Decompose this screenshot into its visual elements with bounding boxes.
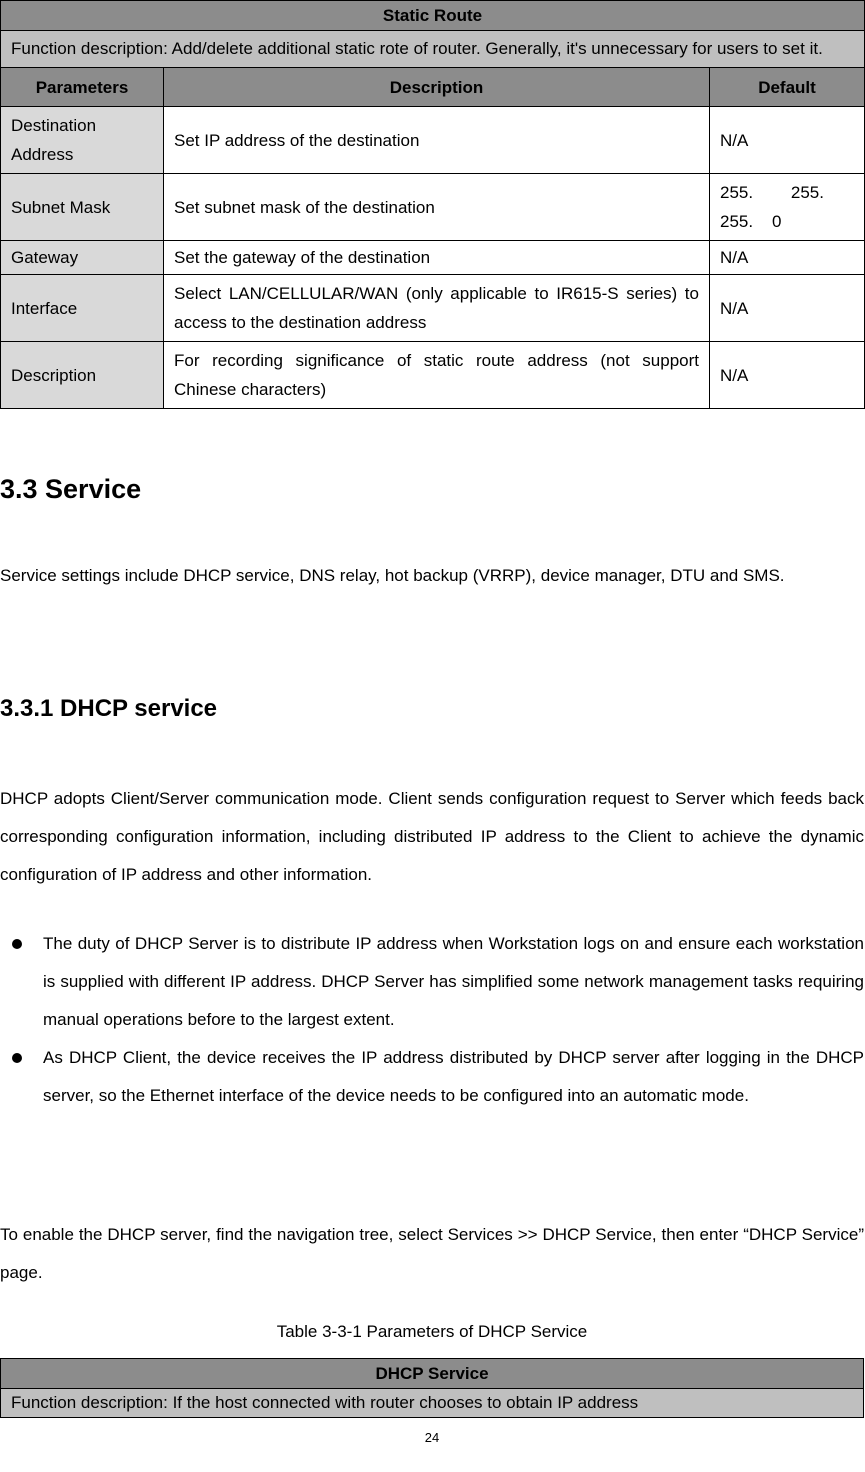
dhcp-service-table [0, 1358, 864, 1418]
bullet-text: As DHCP Client, the device receives the IP address distributed by DHCP server after logging in the DHCP server, so the Ethernet interface of the device needs to be configured into an automatic mode. [43, 1048, 864, 1105]
col-header-default: Default [710, 68, 865, 107]
param-cell: Subnet Mask [1, 174, 164, 241]
static-route-title: Static Route [1, 1, 865, 31]
dhcp-table-title: DHCP Service [1, 1359, 864, 1389]
table-row [1, 174, 865, 241]
bullet-item [0, 1039, 864, 1115]
static-route-table [0, 0, 865, 409]
default-cell: N/A [710, 342, 865, 409]
dhcp-enable-paragraph: To enable the DHCP server, find the navigation tree, select Services >> DHCP Service, then enter “DHCP Service” page. [0, 1225, 864, 1282]
description-cell: For recording significance of static route address (not support Chinese characters) [164, 342, 710, 409]
bullet-dot-icon [12, 1053, 22, 1063]
param-cell: Description [1, 342, 164, 409]
param-cell: Gateway [1, 241, 164, 275]
section-intro: Service settings include DHCP service, DNS relay, hot backup (VRRP), device manager, DTU and SMS. [0, 566, 785, 585]
default-cell: N/A [710, 275, 865, 342]
bullet-dot-icon [12, 939, 22, 949]
dhcp-function-desc: Function description: If the host connected with router chooses to obtain IP address [1, 1389, 864, 1418]
description-cell: Set the gateway of the destination [164, 241, 710, 275]
description-cell: Set IP address of the destination [164, 107, 710, 174]
description-cell: Set subnet mask of the destination [164, 174, 710, 241]
subsection-heading: 3.3.1 DHCP service [0, 695, 218, 722]
table-row [1, 342, 865, 409]
static-route-function-desc: Function description: Add/delete additional static rote of router. Generally, it's unnecessary for users to set it. [1, 31, 865, 68]
col-header-description: Description [164, 68, 710, 107]
table-caption: Table 3-3-1 Parameters of DHCP Service [276, 1322, 588, 1341]
description-cell: Select LAN/CELLULAR/WAN (only applicable to IR615-S series) to access to the destination address [164, 275, 710, 342]
bullet-item [0, 925, 864, 1039]
table-row [1, 275, 865, 342]
default-cell: N/A [710, 241, 865, 275]
table-row [1, 241, 865, 275]
section-heading: 3.3 Service [0, 474, 142, 504]
default-cell: 255. 255. 255. 0 [710, 174, 865, 241]
param-cell: Interface [1, 275, 164, 342]
default-cell: N/A [710, 107, 865, 174]
col-header-parameters: Parameters [1, 68, 164, 107]
dhcp-paragraph: DHCP adopts Client/Server communication mode. Client sends configuration request to Server which feeds back corresponding configuration information, including distributed IP address to the Client to achieve the dynamic configuration of IP address and other information. [0, 789, 864, 884]
param-cell: Destination Address [1, 107, 164, 174]
bullet-text: The duty of DHCP Server is to distribute IP address when Workstation logs on and ensure each workstation is supplied with different IP address. DHCP Server has simplified some network management tasks requiring manual operations before to the largest extent. [43, 934, 864, 1029]
table-row [1, 107, 865, 174]
page-number: 24 [424, 1430, 440, 1445]
